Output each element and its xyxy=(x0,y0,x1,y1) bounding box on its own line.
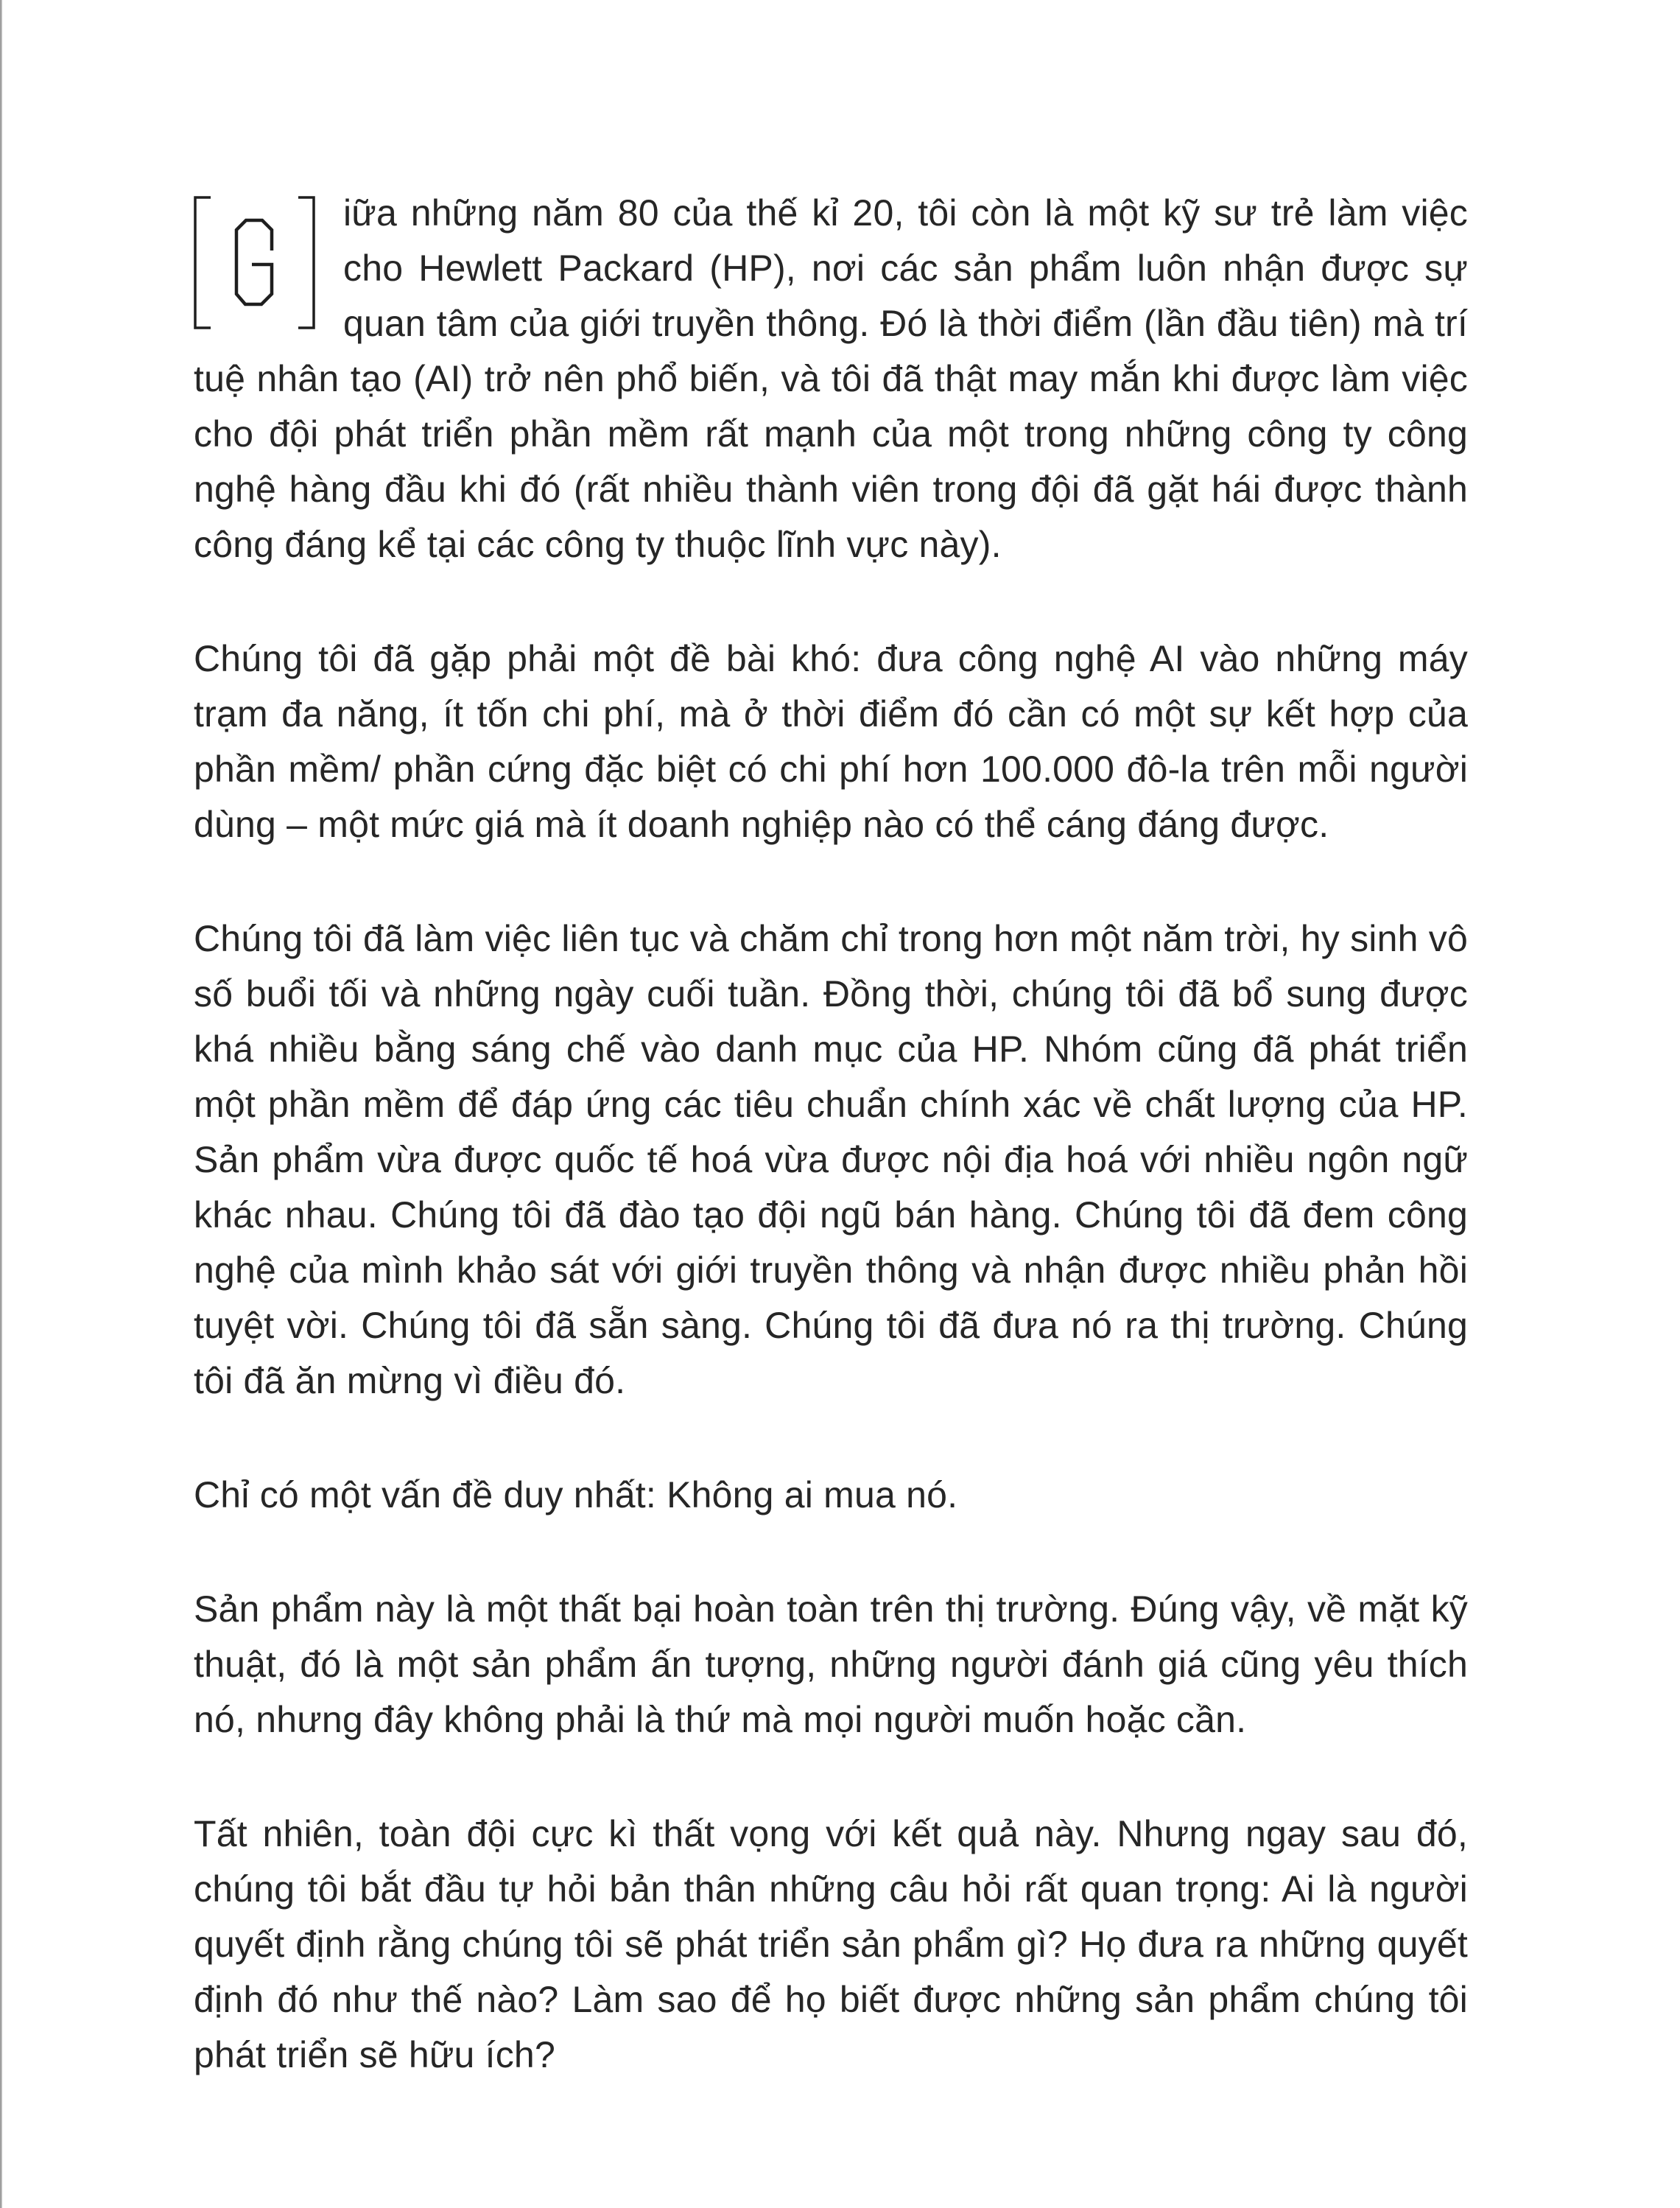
paragraph-2-text: Chúng tôi đã gặp phải một đề bài khó: đưa công nghệ AI vào những máy trạm đa năng, ít tốn chi phí, mà ở thời điểm đó cần có một sự kết hợp của phần mềm/ phần cứng đặc biệt có chi phí hơn 100.000 đô-la trên mỗi người dùng – một mức giá mà ít doanh nghiệp nào có thể cáng đáng được. xyxy=(194,638,1468,845)
drop-cap-letter-g xyxy=(194,196,315,329)
paragraph-4 xyxy=(194,1468,1468,1523)
paragraph-1 xyxy=(194,186,1468,572)
letter-g-glyph xyxy=(236,220,272,304)
body-text-block xyxy=(194,186,1468,2083)
paragraph-1-text: iữa những năm 80 của thế kỉ 20, tôi còn là một kỹ sư trẻ làm việc cho Hewlett Packard (HP), nơi các sản phẩm luôn nhận được sự quan tâm của giới truyền thông. Đó là thời điểm (lần đầu tiên) mà trí tuệ nhân tạo (AI) trở nên phổ biến, và tôi đã thật may mắn khi được làm việc cho đội phát triển phần mềm rất mạnh của một trong những công ty công nghệ hàng đầu khi đó (rất nhiều thành viên trong đội đã gặt hái được thành công đáng kể tại các công ty thuộc lĩnh vực này). xyxy=(194,192,1468,565)
paragraph-2 xyxy=(194,631,1468,852)
paragraph-5-text: Sản phẩm này là một thất bại hoàn toàn trên thị trường. Đúng vậy, về mặt kỹ thuật, đó là một sản phẩm ấn tượng, những người đánh giá cũng yêu thích nó, nhưng đây không phải là thứ mà mọi người muốn hoặc cần. xyxy=(194,1588,1468,1740)
paragraph-4-text: Chỉ có một vấn đề duy nhất: Không ai mua nó. xyxy=(194,1474,958,1515)
paragraph-5 xyxy=(194,1582,1468,1748)
paragraph-3-text: Chúng tôi đã làm việc liên tục và chăm chỉ trong hơn một năm trời, hy sinh vô số buổi tối và những ngày cuối tuần. Đồng thời, chúng tôi đã bổ sung được khá nhiều bằng sáng chế vào danh mục của HP. Nhóm cũng đã phát triển một phần mềm để đáp ứng các tiêu chuẩn chính xác về chất lượng của HP. Sản phẩm vừa được quốc tế hoá vừa được nội địa hoá với nhiều ngôn ngữ khác nhau. Chúng tôi đã đào tạo đội ngũ bán hàng. Chúng tôi đã đem công nghệ của mình khảo sát với giới truyền thông và nhận được nhiều phản hồi tuyệt vời. Chúng tôi đã sẵn sàng. Chúng tôi đã đưa nó ra thị trường. Chúng tôi đã ăn mừng vì điều đó. xyxy=(194,918,1468,1401)
left-bracket-glyph xyxy=(195,197,211,328)
page-scan-edge-line xyxy=(0,0,2,2208)
right-bracket-glyph xyxy=(298,197,314,328)
paragraph-6-text: Tất nhiên, toàn đội cực kì thất vọng với kết quả này. Nhưng ngay sau đó, chúng tôi bắt đầu tự hỏi bản thân những câu hỏi rất quan trọng: Ai là người quyết định rằng chúng tôi sẽ phát triển sản phẩm gì? Họ đưa ra những quyết định đó như thế nào? Làm sao để họ biết được những sản phẩm chúng tôi phát triển sẽ hữu ích? xyxy=(194,1813,1468,2075)
paragraph-6 xyxy=(194,1806,1468,2083)
paragraph-3 xyxy=(194,911,1468,1409)
